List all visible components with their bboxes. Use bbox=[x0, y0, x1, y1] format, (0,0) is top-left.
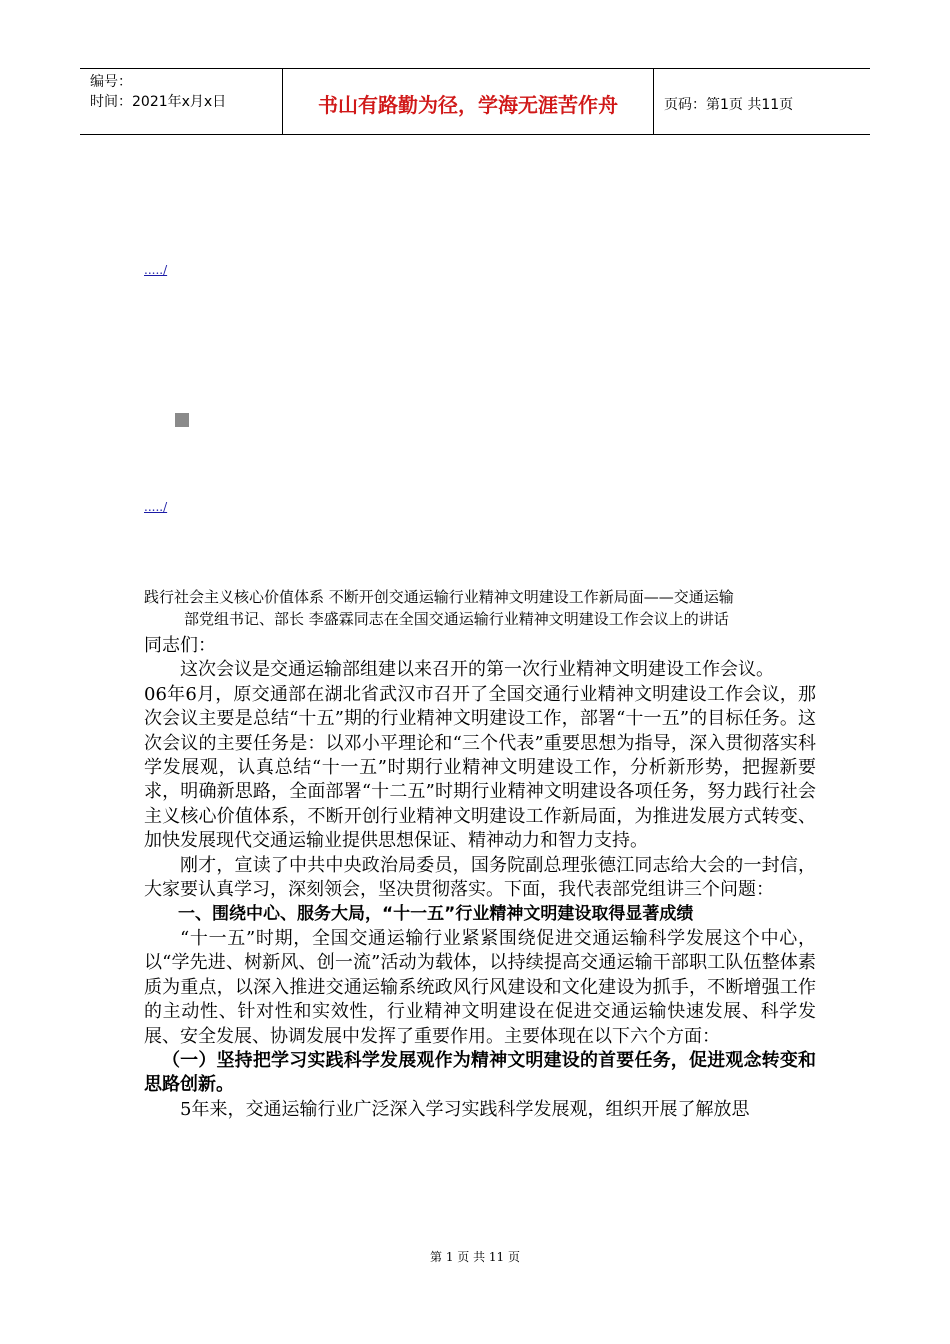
header-page-info: 页码：第1页 共11页 bbox=[664, 96, 794, 113]
speech-title bbox=[144, 586, 824, 630]
document-number-label: 编号： bbox=[90, 74, 132, 90]
image-placeholder-icon bbox=[175, 413, 189, 427]
greeting: 同志们： bbox=[144, 635, 216, 656]
speech-body bbox=[144, 634, 816, 1122]
section-heading-1: 一、围绕中心、服务大局，“十一五”行业精神文明建设取得显著成绩 bbox=[178, 904, 694, 925]
document-time-label: 时间：2021年x月x日 bbox=[90, 94, 227, 110]
dotted-link-bottom[interactable]: ...../ bbox=[144, 500, 168, 514]
header-meta bbox=[80, 69, 283, 134]
paragraph-2: 刚才，宣读了中共中央政治局委员，国务院副总理张德江同志给大会的一封信，大家要认真学习，深刻领会，坚决贯彻落实。下面，我代表部党组讲三个问题： bbox=[144, 854, 816, 901]
dotted-link-top[interactable]: ...../ bbox=[144, 263, 168, 277]
page-header bbox=[80, 68, 870, 135]
speech-title-line2: 部党组书记、部长 李盛霖同志在全国交通运输行业精神文明建设工作会议上的讲话 bbox=[184, 610, 729, 628]
header-motto: 书山有路勤为径，学海无涯苦作舟 bbox=[283, 69, 654, 134]
paragraph-3: “十一五”时期，全国交通运输行业紧紧围绕促进交通运输科学发展这个中心，以“学先进、树新风、创一流”活动为载体，以持续提高交通运输干部职工队伍整体素质为重点，以深入推进交通运输系统政风行风建设和文化建设为抓手，不断增强工作的主动性、针对性和实效性，行业精神文明建设在促进交通运输快速发展、科学发展、安全发展、协调发展中发挥了重要作用。主要体现在以下六个方面： bbox=[144, 927, 816, 1047]
paragraph-1-continued: 06年6月，原交通部在湖北省武汉市召开了全国交通行业精神文明建设工作会议，那次会议主要是总结“十五”期的行业精神文明建设工作，部署“十一五”的目标任务。这次会议的主要任务是：以邓小平理论和“三个代表”重要思想为指导，深入贯彻落实科学发展观，认真总结“十一五”时期行业精神文明建设工作，分析新形势，把握新要求，明确新思路，全面部署“十二五”时期行业精神文明建设各项任务，努力践行社会主义核心价值体系，不断开创行业精神文明建设工作新局面，为推进发展方式转变、加快发展现代交通运输业提供思想保证、精神动力和智力支持。 bbox=[144, 683, 816, 852]
paragraph-1: 这次会议是交通运输部组建以来召开的第一次行业精神文明建设工作会议。 bbox=[180, 659, 774, 681]
speech-title-line1: 践行社会主义核心价值体系 不断开创交通运输行业精神文明建设工作新局面——交通运输 bbox=[144, 588, 734, 606]
subsection-heading-1: （一）坚持把学习实践科学发展观作为精神文明建设的首要任务，促进观念转变和思路创新。 bbox=[144, 1049, 816, 1096]
page-footer: 第 1 页 共 11 页 bbox=[430, 1250, 520, 1264]
paragraph-4: 5年来，交通运输行业广泛深入学习实践科学发展观，组织开展了解放思 bbox=[180, 1098, 750, 1120]
